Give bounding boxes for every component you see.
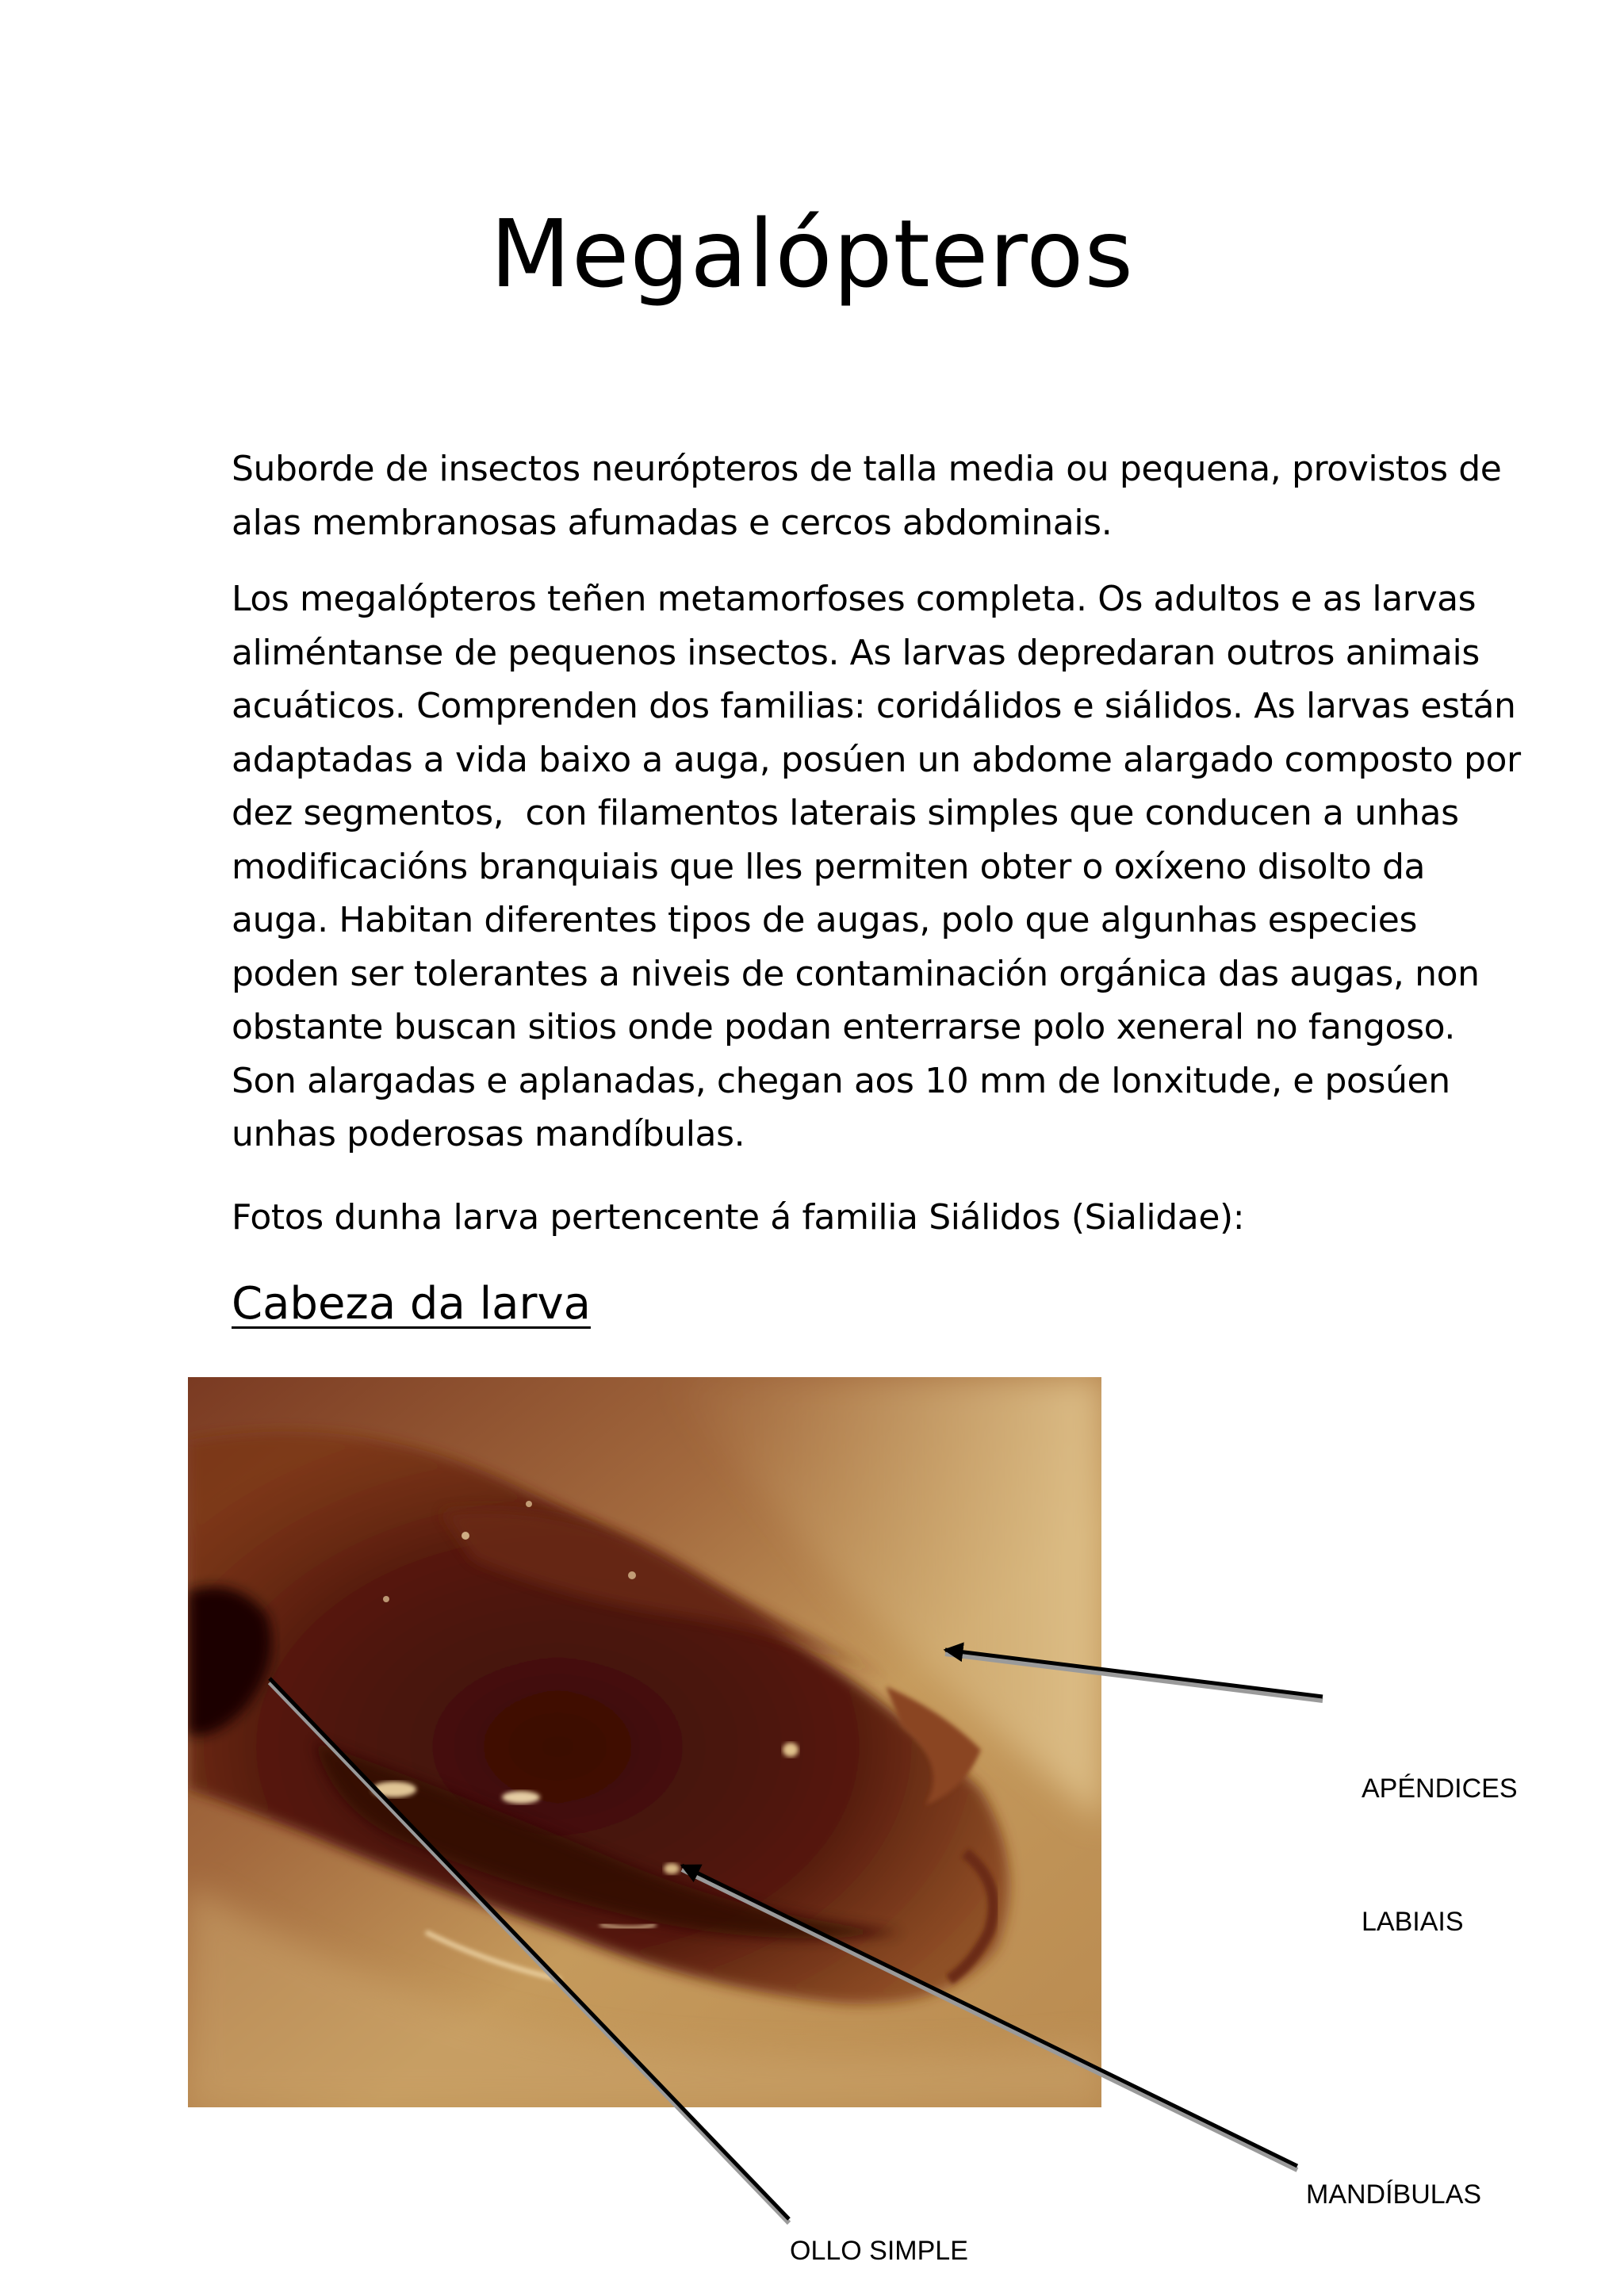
label-apendices-labiais	[1362, 1678, 1518, 2033]
description-line: aliméntanse de pequenos insectos. As larvas depredaran outros animais	[232, 632, 1480, 673]
intro-line: alas membranosas afumadas e cercos abdominais.	[232, 502, 1113, 543]
description-line: auga. Habitan diferentes tipos de augas, polo que algunhas especies	[232, 900, 1418, 940]
description-line: modificacións branquiais que lles permiten obter o oxíxeno disolto da	[232, 846, 1426, 887]
page-title: Megalópteros	[490, 199, 1134, 308]
description-line: Son alargadas e aplanadas, chegan aos 10 mm de lonxitude, e posúen	[232, 1060, 1450, 1101]
section-subheading: Cabeza da larva	[232, 1278, 591, 1330]
description-paragraph	[232, 572, 1521, 1161]
description-line: poden ser tolerantes a niveis de contaminación orgánica das augas, non	[232, 953, 1480, 994]
photo-illustration	[188, 1377, 1101, 2107]
intro-line: Suborde de insectos neurópteros de talla media ou pequena, provistos de	[232, 449, 1502, 489]
description-line: adaptadas a vida baixo a auga, posúen un abdome alargado composto por	[232, 739, 1521, 780]
larva-head-photo	[188, 1377, 1101, 2107]
description-line: obstante buscan sitios onde podan enterrarse polo xeneral no fangoso.	[232, 1007, 1455, 1047]
description-line: dez segmentos, con filamentos laterais simples que conducen a unhas	[232, 793, 1459, 833]
label-apendices-line1: APÉNDICES	[1362, 1774, 1518, 1804]
label-mandibulas: MANDÍBULAS	[1306, 2179, 1482, 2210]
label-apendices-line2: LABIAIS	[1362, 1907, 1464, 1937]
description-line: unhas poderosas mandíbulas.	[232, 1114, 745, 1154]
photo-caption	[232, 1191, 1405, 1245]
description-line: Los megalópteros teñen metamorfoses completa. Os adultos e as larvas	[232, 579, 1477, 619]
intro-paragraph	[232, 442, 1502, 549]
photo-caption-text: Fotos dunha larva pertencente á familia Siálidos (Sialidae):	[232, 1197, 1245, 1238]
description-line: acuáticos. Comprenden dos familias: coridálidos e siálidos. As larvas están	[232, 686, 1516, 726]
label-ollo-simple: OLLO SIMPLE	[790, 2236, 968, 2266]
